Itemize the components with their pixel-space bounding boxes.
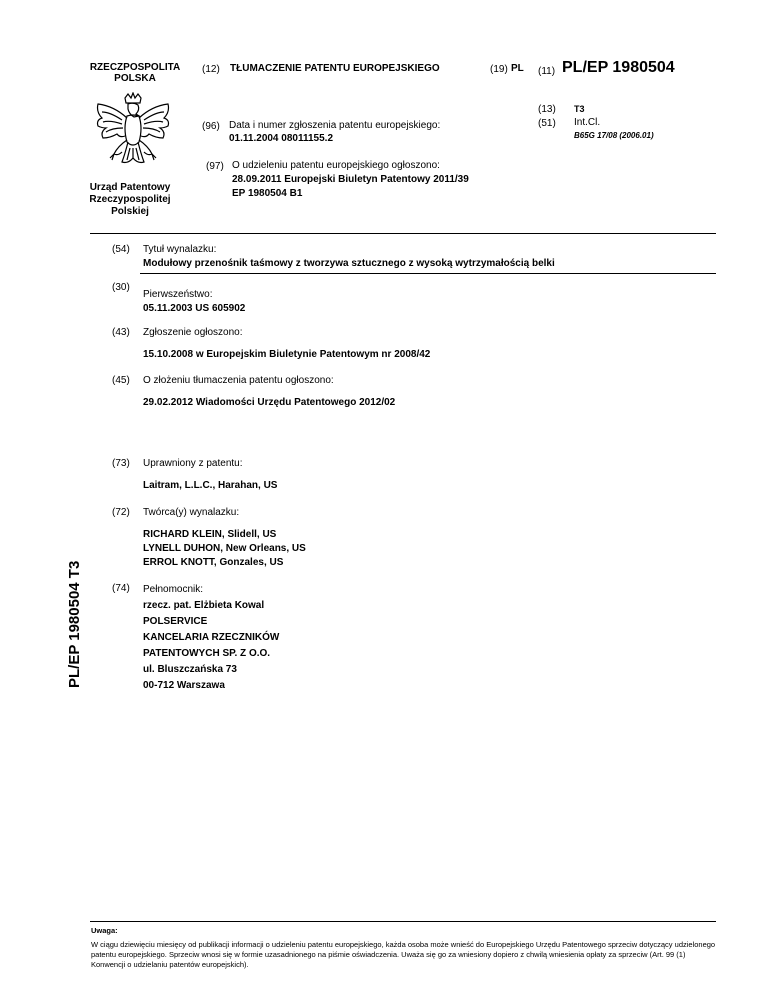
intcl-num: (51) (538, 118, 556, 129)
kind-code-num: (13) (538, 104, 556, 115)
kind-code: T3 (574, 104, 585, 114)
country-code: PL (511, 63, 524, 74)
invention-title: Modułowy przenośnik taśmowy z tworzywa sztucznego z wysoką wytrzymałością belki (143, 258, 555, 269)
attorney-line-4: PATENTOWYCH SP. Z O.O. (143, 648, 271, 659)
grant-values (232, 173, 469, 201)
application-code: (96) (202, 121, 220, 132)
translation-value: 29.02.2012 Wiadomości Urzędu Patentowego 2012/02 (143, 397, 396, 408)
office-line-1: Urząd Patentowy (89, 182, 171, 193)
attorney-line-1: rzecz. pat. Elżbieta Kowal (143, 600, 265, 611)
owner-code: (73) (112, 458, 130, 469)
application-label: Data i numer zgłoszenia patentu europejskiego: (229, 120, 441, 131)
inventor-1: RICHARD KLEIN, Slidell, US (143, 529, 277, 540)
grant-label: O udzieleniu patentu europejskiego ogłoszono: (232, 160, 440, 171)
doc-type-code: (12) (202, 64, 220, 75)
attorney-details (143, 598, 279, 694)
patent-office (55, 182, 205, 218)
footer-note-label: Uwaga: (91, 926, 118, 935)
office-line-2: Rzeczypospolitej (89, 194, 171, 205)
grant-code: (97) (206, 161, 224, 172)
attorney-line-5: ul. Bluszczańska 73 (143, 664, 237, 675)
title-label: Tytuł wynalazku: (143, 244, 217, 255)
country-line-1: RZECZPOSPOLITA (89, 62, 181, 73)
country-name (85, 62, 185, 84)
side-patent-label: PL/EP 1980504 T3 (66, 560, 83, 688)
attorney-label: Pełnomocnik: (143, 584, 204, 595)
attorney-code: (74) (112, 583, 130, 594)
attorney-line-6: 00-712 Warszawa (143, 680, 225, 691)
footer-note-text: W ciągu dziewięciu miesięcy od publikacji informacji o udzieleniu patentu europejskiego, każda osoba może wnieść do Europejskiego Urzędu Patentowego sprzeciw dotyczący udzielonego patentu europejskiego. Sprzeciw wnosi się w formie uzasadnionego na piśmie oświadczenia. Uważa się go za wniesiony dopiero z chwilą wniesienia opłaty za sprzeciw (Art. 99 (1) Konwencji o udzielaniu patentów europejskich). (91, 940, 716, 969)
title-code: (54) (112, 244, 130, 255)
patent-number-code: (11) (538, 66, 556, 77)
owner-value: Laitram, L.L.C., Harahan, US (143, 480, 278, 491)
country-code-num: (19) (490, 64, 508, 75)
grant-ep-number: EP 1980504 B1 (232, 188, 303, 199)
translation-code: (45) (112, 375, 130, 386)
grant-bulletin: 28.09.2011 Europejski Biuletyn Patentowy 2011/39 (232, 174, 469, 185)
attorney-line-3: KANCELARIA RZECZNIKÓW (143, 632, 280, 643)
published-label: Zgłoszenie ogłoszono: (143, 327, 243, 338)
patent-number: PL/EP 1980504 (562, 59, 675, 76)
priority-value: 05.11.2003 US 605902 (143, 303, 246, 314)
attorney-line-2: POLSERVICE (143, 616, 208, 627)
priority-code: (30) (112, 282, 130, 293)
header-divider (90, 233, 716, 234)
translation-label: O złożeniu tłumaczenia patentu ogłoszono: (143, 375, 334, 386)
inventors-list (143, 528, 306, 570)
intcl-value: B65G 17/08 (2006.01) (574, 131, 654, 140)
owner-label: Uprawniony z patentu: (143, 458, 243, 469)
inventor-2: LYNELL DUHON, New Orleans, US (143, 543, 306, 554)
inventor-3: ERROL KNOTT, Gonzales, US (143, 557, 284, 568)
title-divider (140, 273, 716, 274)
doc-type: TŁUMACZENIE PATENTU EUROPEJSKIEGO (230, 63, 440, 74)
inventors-label: Twórca(y) wynalazku: (143, 507, 240, 518)
eagle-emblem-icon (92, 92, 174, 176)
footer-divider (90, 921, 716, 922)
inventors-code: (72) (112, 507, 130, 518)
application-value: 01.11.2004 08011155.2 (229, 133, 334, 144)
intcl-label: Int.Cl. (574, 117, 601, 128)
office-line-3: Polskiej (111, 206, 149, 217)
published-code: (43) (112, 327, 130, 338)
country-line-2: POLSKA (114, 73, 156, 84)
published-value: 15.10.2008 w Europejskim Biuletynie Patentowym nr 2008/42 (143, 349, 431, 360)
priority-label: Pierwszeństwo: (143, 289, 213, 300)
